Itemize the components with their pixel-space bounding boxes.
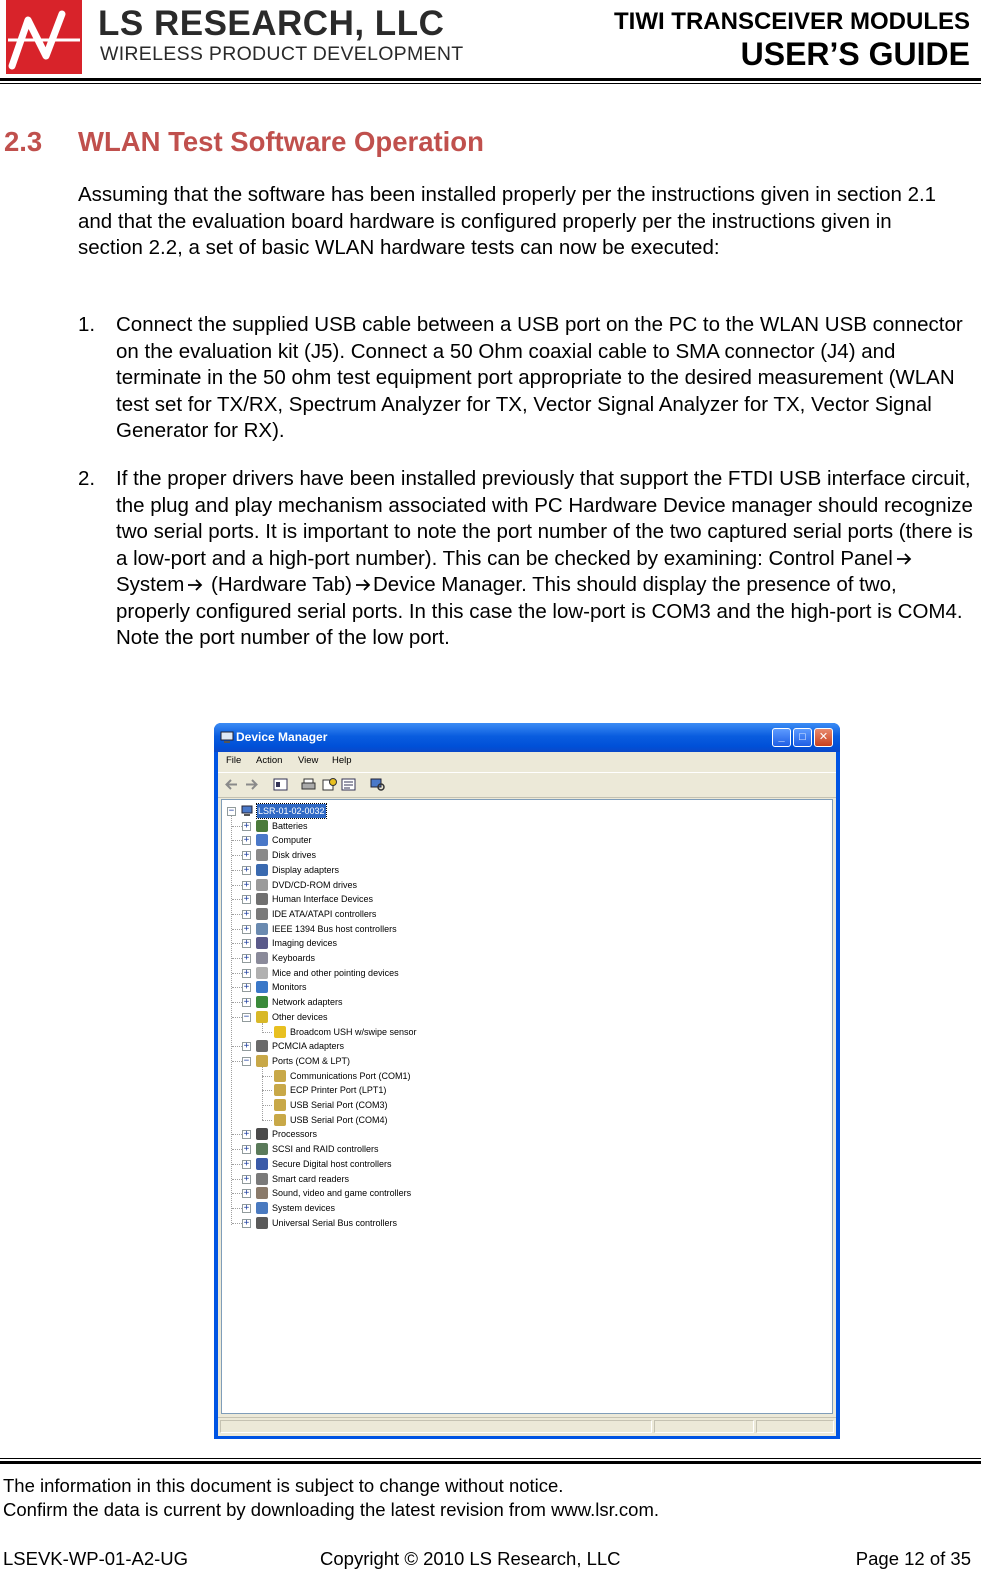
tree-category-label: PCMCIA adapters [272,1041,345,1052]
tree-connector [232,855,242,856]
tree-connector [232,899,242,900]
step-text-part: If the proper drivers have been installed previously that support the FTDI USB interface circuit, the plug and play mechanism associated with PC Hardware Device manager should recognize two serial ports. It is important to note the port number of the two captured serial ports (there is a low-port and a high-port number). This can be checked by examining: Control Panel [116,467,973,570]
expand-icon[interactable]: + [243,923,250,934]
tree-connector [232,1134,242,1135]
menu-action[interactable]: Action [256,755,283,766]
expand-icon[interactable]: + [243,1158,250,1169]
collapse-icon[interactable]: − [243,1011,250,1022]
tree-category-label: Smart card readers [272,1173,350,1184]
step-text-part: Device Manager. This should display the presence of two, properly configured serial ports. In this case the low-port is COM3 and the high-port is COM4. Note the port number of the low port. [116,573,963,649]
tree-connector [232,1223,242,1224]
status-pane [220,1420,652,1433]
tree-device-label: USB Serial Port (COM4) [290,1114,388,1125]
disk-drive-icon [256,849,268,861]
tree-category-label: DVD/CD-ROM drives [272,879,358,890]
header-divider [0,78,981,81]
expand-icon[interactable]: + [243,864,250,875]
keyboard-icon [256,952,268,964]
status-bar [218,1417,836,1436]
expand-icon[interactable]: + [243,879,250,890]
tree-category-label: Human Interface Devices [272,894,374,905]
expand-icon[interactable]: + [243,894,250,905]
footer-notice-line: Confirm the data is current by downloading the latest revision from www.lsr.com. [3,1499,660,1520]
tree-connector [232,929,242,930]
scan-hardware-icon[interactable] [370,778,385,791]
list-item-text [116,466,973,652]
tree-device-label: USB Serial Port (COM3) [290,1100,388,1110]
tree-connector [262,1120,272,1121]
minimize-button[interactable]: _ [772,728,791,747]
tree-category-label: Mice and other pointing devices [272,967,399,978]
expand-icon[interactable]: + [243,1129,250,1140]
tree-category-label: IEEE 1394 Bus host controllers [272,923,397,934]
monitor-icon [256,981,268,993]
expand-icon[interactable]: + [243,997,250,1008]
forward-icon[interactable] [244,778,259,791]
step-text-part: System [116,573,185,596]
tree-category-label: Network adapters [272,997,343,1008]
port-icon [256,1055,268,1067]
warning-device-icon [274,1026,286,1038]
close-button[interactable]: ✕ [814,728,833,747]
tree-connector [262,1023,263,1032]
tree-category-label: Secure Digital host controllers [272,1158,392,1169]
expand-icon[interactable]: + [243,982,250,993]
intro-paragraph: Assuming that the software has been installed properly per the instructions given in section 2.1 and that the evaluation board hardware is configured properly per the instructions given in section 2.2, a set of basic WLAN hardware tests can now be executed: [78,183,937,259]
tree-connector [232,1164,242,1165]
window-title: Device Manager [236,730,328,744]
expand-icon[interactable]: + [243,1041,250,1052]
smart-card-icon [256,1173,268,1185]
properties-view-icon[interactable] [273,778,288,791]
network-adapter-icon [256,996,268,1008]
scsi-controller-icon [256,1143,268,1155]
footer-notice-line: The information in this document is subject to change without notice. [3,1475,564,1496]
tree-connector [232,1149,242,1150]
list-item-text: Connect the supplied USB cable between a USB port on the PC to the WLAN USB connector on the evaluation kit (J5). Connect a 50 Ohm coaxial cable to SMA connector (J4) and terminate in the 50 ohm test equipment port appropriate to the desired measurement (WLAN test set for TX/RX, Spectrum Analyzer for TX, Vector Signal Analyzer for TX, Vector Signal Generator for RX). [116,313,963,442]
pcmcia-icon [256,1040,268,1052]
expand-icon[interactable]: + [243,835,250,846]
company-logo-icon [6,0,82,74]
printer-port-icon [274,1084,286,1096]
doc-id: LSEVK-WP-01-A2-UG [3,1548,189,1569]
tree-connector [232,914,242,915]
maximize-button[interactable]: □ [793,728,812,747]
tree-connector [232,1193,242,1194]
collapse-icon[interactable]: − [228,806,235,816]
ieee1394-icon [256,923,268,935]
tree-connector [232,826,242,827]
expand-icon[interactable]: + [243,820,250,831]
display-adapter-icon [256,864,268,876]
tree-connector [232,1208,242,1209]
tree-device-label: Broadcom USH w/swipe sensor [290,1026,417,1037]
section-heading [4,126,484,158]
footer-notice [3,1474,659,1522]
menu-view[interactable]: View [298,755,319,766]
collapse-icon[interactable]: − [243,1055,250,1066]
computer-icon [256,834,268,846]
tree-category-label: Imaging devices [272,938,338,949]
print-icon[interactable] [301,778,316,791]
footer-divider-thin [0,1458,981,1459]
footer-divider [0,1461,981,1464]
properties-icon[interactable] [341,778,356,791]
tree-category-label: Universal Serial Bus controllers [272,1217,398,1228]
tree-connector [262,1090,272,1091]
tree-connector [232,885,242,886]
tree-connector [262,1076,272,1077]
dvd-drive-icon [256,879,268,891]
header-divider-thin [0,83,981,84]
doc-subtitle: USER’S GUIDE [740,36,970,72]
processor-icon [256,1128,268,1140]
tree-connector [232,870,242,871]
serial-port-icon [274,1070,286,1082]
tree-category-label: Batteries [272,820,308,831]
tree-connector [232,943,242,944]
page-number: Page 12 of 35 [855,1548,971,1569]
tree-category-label: IDE ATA/ATAPI controllers [272,908,377,919]
mouse-icon [256,967,268,979]
window-client [218,752,836,1435]
expand-icon[interactable]: + [243,908,250,919]
step-text-part: (Hardware Tab) [205,573,352,596]
back-icon[interactable] [224,778,239,791]
status-pane [654,1420,754,1433]
arrow-right-icon [355,579,371,591]
tree-connector [232,958,242,959]
tree-category-label: Processors [272,1129,318,1140]
tree-connector [232,987,242,988]
tree-connector [262,1105,272,1106]
usb-serial-port-icon [274,1114,286,1126]
section-number: 2.3 [4,126,43,157]
expand-icon[interactable]: + [243,967,250,978]
sound-icon [256,1187,268,1199]
expand-icon[interactable]: + [243,1144,250,1155]
system-device-icon [256,1202,268,1214]
ide-controller-icon [256,908,268,920]
tree-device-label: Communications Port (COM1) [290,1070,411,1081]
tree-category-label: Keyboards [272,953,316,963]
menu-help[interactable]: Help [332,755,352,766]
sd-host-icon [256,1158,268,1170]
tree-connector [232,1046,242,1047]
arrow-right-icon [187,579,203,591]
menu-bar [218,752,836,770]
tree-category-label: Display adapters [272,864,340,875]
battery-icon [256,820,268,832]
expand-icon[interactable]: + [243,1217,250,1228]
tree-root-label: LSR-01-02-0032 [258,806,325,816]
toolbar [218,772,836,798]
tree-connector [232,973,242,974]
expand-icon[interactable]: + [243,953,250,963]
list-item-number: 1. [78,313,96,336]
help-icon[interactable] [322,778,337,791]
unknown-device-icon [256,1011,268,1023]
tree-connector [232,1017,242,1018]
copyright: Copyright © 2010 LS Research, LLC [320,1548,621,1569]
expand-icon[interactable]: + [243,850,250,861]
expand-icon[interactable]: + [243,1173,250,1184]
expand-icon[interactable]: + [243,938,250,949]
tree-connector [232,1179,242,1180]
expand-icon[interactable]: + [243,1202,250,1213]
tree-category-label: Disk drives [272,850,317,861]
expand-icon[interactable]: + [243,1188,250,1199]
arrow-right-icon [896,553,912,565]
hid-icon [256,893,268,905]
tree-category-label: SCSI and RAID controllers [272,1144,379,1155]
tree-connector [232,840,242,841]
company-name: LS RESEARCH, LLC [98,4,445,43]
device-manager-window [214,723,840,1439]
device-manager-icon [220,730,234,744]
doc-title: TIWI TRANSCEIVER MODULES [613,8,970,35]
tree-category-label: Other devices [272,1011,328,1022]
tree-category-label: Sound, video and game controllers [272,1188,412,1199]
tree-category-label: Monitors [272,982,307,993]
window-titlebar[interactable] [214,723,840,752]
camera-icon [256,937,268,949]
tree-connector [232,1061,242,1062]
tree-category-label: Computer [272,835,312,846]
section-title: WLAN Test Software Operation [78,126,484,157]
company-tagline: WIRELESS PRODUCT DEVELOPMENT [100,43,464,65]
tree-connector [262,1032,272,1033]
tree-connector [232,1002,242,1003]
tree-device-label: ECP Printer Port (LPT1) [290,1085,387,1096]
usb-serial-port-icon [274,1099,286,1111]
tree-category-label: System devices [272,1202,336,1213]
list-item-number: 2. [78,467,96,490]
usb-controller-icon [256,1217,268,1229]
status-pane [756,1420,834,1433]
computer-icon [241,805,253,817]
device-tree[interactable] [221,799,833,1414]
tree-category-label: Ports (COM & LPT) [272,1055,351,1066]
menu-file[interactable]: File [226,755,242,766]
